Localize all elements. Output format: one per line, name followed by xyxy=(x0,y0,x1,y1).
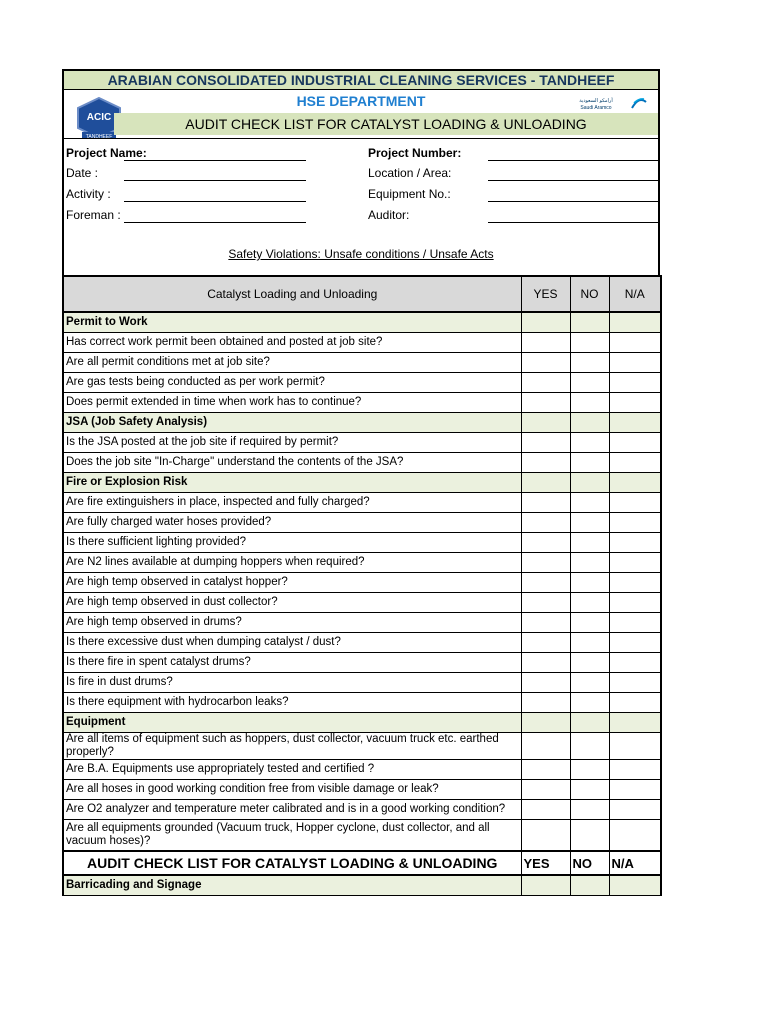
project-name-field[interactable] xyxy=(124,160,306,161)
date-field[interactable] xyxy=(124,180,306,181)
location-field[interactable] xyxy=(488,180,660,181)
question-row xyxy=(63,553,661,573)
section-row xyxy=(63,473,661,493)
na-cell[interactable] xyxy=(609,353,661,373)
question-text: Are N2 lines available at dumping hoppers when required? xyxy=(63,553,521,573)
date-label: Date : xyxy=(66,166,99,180)
yes-cell[interactable] xyxy=(521,312,570,333)
yes-cell[interactable] xyxy=(521,533,570,553)
na-cell[interactable] xyxy=(609,373,661,393)
yes-cell[interactable] xyxy=(521,713,570,733)
question-row xyxy=(63,673,661,693)
yes-cell[interactable] xyxy=(521,875,570,896)
yes-cell[interactable] xyxy=(521,760,570,780)
section-title: Fire or Explosion Risk xyxy=(63,473,521,493)
section-title: Permit to Work xyxy=(63,312,521,333)
yes-cell[interactable] xyxy=(521,633,570,653)
question-row xyxy=(63,693,661,713)
question-row xyxy=(63,613,661,633)
question-text: Is there excessive dust when dumping catalyst / dust? xyxy=(63,633,521,653)
yes-cell[interactable] xyxy=(521,453,570,473)
no-cell[interactable] xyxy=(570,713,609,733)
logo-text: ACIC xyxy=(86,112,112,123)
yes-cell[interactable] xyxy=(521,780,570,800)
question-text: Are all items of equipment such as hoppers, dust collector, vacuum truck etc. earthed properly? xyxy=(63,733,521,760)
yes-cell[interactable] xyxy=(521,693,570,713)
no-cell[interactable] xyxy=(570,453,609,473)
question-text: Are all permit conditions met at job site? xyxy=(63,353,521,373)
yes-cell[interactable] xyxy=(521,513,570,533)
yes-cell[interactable] xyxy=(521,393,570,413)
na-cell[interactable] xyxy=(609,780,661,800)
no-cell[interactable] xyxy=(570,633,609,653)
safety-violations-block xyxy=(62,233,660,275)
yes-cell[interactable] xyxy=(521,553,570,573)
repeat-na-header: N/A xyxy=(609,851,661,875)
no-cell[interactable] xyxy=(570,653,609,673)
no-cell[interactable] xyxy=(570,473,609,493)
repeat-no-header: NO xyxy=(570,851,609,875)
activity-label: Activity : xyxy=(66,187,111,201)
question-row xyxy=(63,760,661,780)
na-cell[interactable] xyxy=(609,733,661,760)
logo-sub-text: TANDHEEF xyxy=(85,134,113,140)
table-header-row xyxy=(63,276,661,312)
yes-cell[interactable] xyxy=(521,493,570,513)
question-row xyxy=(63,800,661,820)
question-text: Are high temp observed in drums? xyxy=(63,613,521,633)
na-cell[interactable] xyxy=(609,693,661,713)
question-row xyxy=(63,733,661,760)
checklist-table xyxy=(62,275,662,896)
na-column-header: N/A xyxy=(609,276,661,312)
yes-cell[interactable] xyxy=(521,613,570,633)
no-cell[interactable] xyxy=(570,613,609,633)
na-cell[interactable] xyxy=(609,513,661,533)
no-cell[interactable] xyxy=(570,800,609,820)
question-row xyxy=(63,533,661,553)
question-text: Has correct work permit been obtained and posted at job site? xyxy=(63,333,521,353)
yes-cell[interactable] xyxy=(521,653,570,673)
saudi-aramco-logo xyxy=(564,94,650,112)
section-title: Barricading and Signage xyxy=(63,875,521,896)
question-text: Does permit extended in time when work has to continue? xyxy=(63,393,521,413)
repeat-header-row xyxy=(63,851,661,875)
question-row xyxy=(63,513,661,533)
na-cell[interactable] xyxy=(609,493,661,513)
question-text: Is fire in dust drums? xyxy=(63,673,521,693)
yes-cell[interactable] xyxy=(521,333,570,353)
question-row xyxy=(63,593,661,613)
section-row xyxy=(63,413,661,433)
no-cell[interactable] xyxy=(570,312,609,333)
foreman-field[interactable] xyxy=(124,222,306,223)
question-row xyxy=(63,653,661,673)
na-cell[interactable] xyxy=(609,653,661,673)
na-cell[interactable] xyxy=(609,473,661,493)
svg-text:أرامكو السعودية: أرامكو السعودية xyxy=(579,98,613,104)
auditor-label: Auditor: xyxy=(368,208,410,222)
na-cell[interactable] xyxy=(609,333,661,353)
svg-text:Saudi Aramco: Saudi Aramco xyxy=(580,105,612,111)
repeat-yes-header: YES xyxy=(521,851,570,875)
activity-field[interactable] xyxy=(124,201,306,202)
na-cell[interactable] xyxy=(609,533,661,553)
question-row xyxy=(63,633,661,653)
no-cell[interactable] xyxy=(570,673,609,693)
question-text: Are gas tests being conducted as per work permit? xyxy=(63,373,521,393)
no-cell[interactable] xyxy=(570,373,609,393)
question-row xyxy=(63,393,661,413)
checklist-title: AUDIT CHECK LIST FOR CATALYST LOADING & UNLOADING xyxy=(114,113,658,135)
yes-cell[interactable] xyxy=(521,373,570,393)
no-cell[interactable] xyxy=(570,333,609,353)
no-cell[interactable] xyxy=(570,875,609,896)
question-row xyxy=(63,333,661,353)
no-cell[interactable] xyxy=(570,393,609,413)
auditor-field[interactable] xyxy=(488,222,660,223)
question-text: Are high temp observed in catalyst hopper? xyxy=(63,573,521,593)
na-cell[interactable] xyxy=(609,453,661,473)
yes-cell[interactable] xyxy=(521,820,570,852)
question-row xyxy=(63,573,661,593)
no-cell[interactable] xyxy=(570,553,609,573)
na-cell[interactable] xyxy=(609,593,661,613)
company-banner: ARABIAN CONSOLIDATED INDUSTRIAL CLEANING SERVICES - TANDHEEF xyxy=(62,69,660,90)
no-cell[interactable] xyxy=(570,353,609,373)
equipment-no-field[interactable] xyxy=(488,201,660,202)
no-cell[interactable] xyxy=(570,493,609,513)
question-text: Is there sufficient lighting provided? xyxy=(63,533,521,553)
project-number-label: Project Number: xyxy=(368,146,462,160)
na-cell[interactable] xyxy=(609,312,661,333)
no-cell[interactable] xyxy=(570,733,609,760)
na-cell[interactable] xyxy=(609,413,661,433)
na-cell[interactable] xyxy=(609,760,661,780)
project-info-block xyxy=(62,138,660,233)
location-label: Location / Area: xyxy=(368,166,452,180)
header-block xyxy=(62,90,660,138)
question-row xyxy=(63,433,661,453)
question-text: Are high temp observed in dust collector? xyxy=(63,593,521,613)
table-header-title: Catalyst Loading and Unloading xyxy=(63,276,521,312)
section-title: Equipment xyxy=(63,713,521,733)
question-row xyxy=(63,493,661,513)
repeat-header-title: AUDIT CHECK LIST FOR CATALYST LOADING & UNLOADING xyxy=(63,851,521,875)
yes-column-header: YES xyxy=(521,276,570,312)
na-cell[interactable] xyxy=(609,553,661,573)
question-row xyxy=(63,780,661,800)
yes-cell[interactable] xyxy=(521,433,570,453)
question-row xyxy=(63,353,661,373)
question-text: Are fully charged water hoses provided? xyxy=(63,513,521,533)
section-row xyxy=(63,312,661,333)
question-text: Is the JSA posted at the job site if required by permit? xyxy=(63,433,521,453)
na-cell[interactable] xyxy=(609,673,661,693)
no-cell[interactable] xyxy=(570,513,609,533)
no-cell[interactable] xyxy=(570,433,609,453)
yes-cell[interactable] xyxy=(521,733,570,760)
na-cell[interactable] xyxy=(609,633,661,653)
project-number-field[interactable] xyxy=(488,160,660,161)
no-column-header: NO xyxy=(570,276,609,312)
na-cell[interactable] xyxy=(609,613,661,633)
question-text: Are O2 analyzer and temperature meter calibrated and is in a good working condition? xyxy=(63,800,521,820)
yes-cell[interactable] xyxy=(521,573,570,593)
no-cell[interactable] xyxy=(570,780,609,800)
project-name-label: Project Name: xyxy=(66,146,147,160)
question-row xyxy=(63,373,661,393)
no-cell[interactable] xyxy=(570,693,609,713)
audit-checklist-sheet xyxy=(62,69,660,896)
question-text: Are fire extinguishers in place, inspected and fully charged? xyxy=(63,493,521,513)
yes-cell[interactable] xyxy=(521,800,570,820)
na-cell[interactable] xyxy=(609,433,661,453)
section-row xyxy=(63,713,661,733)
yes-cell[interactable] xyxy=(521,353,570,373)
section-row xyxy=(63,875,661,896)
question-row xyxy=(63,453,661,473)
equipment-no-label: Equipment No.: xyxy=(368,187,451,201)
yes-cell[interactable] xyxy=(521,413,570,433)
na-cell[interactable] xyxy=(609,393,661,413)
question-text: Are all equipments grounded (Vacuum truck, Hopper cyclone, dust collector, and all vacuum hoses)? xyxy=(63,820,521,852)
foreman-label: Foreman : xyxy=(66,208,121,222)
na-cell[interactable] xyxy=(609,820,661,852)
na-cell[interactable] xyxy=(609,573,661,593)
no-cell[interactable] xyxy=(570,760,609,780)
question-text: Are B.A. Equipments use appropriately tested and certified ? xyxy=(63,760,521,780)
no-cell[interactable] xyxy=(570,820,609,852)
no-cell[interactable] xyxy=(570,573,609,593)
no-cell[interactable] xyxy=(570,533,609,553)
section-title: JSA (Job Safety Analysis) xyxy=(63,413,521,433)
question-text: Is there fire in spent catalyst drums? xyxy=(63,653,521,673)
safety-violations-text: Safety Violations: Unsafe conditions / Unsafe Acts xyxy=(228,247,494,261)
yes-cell[interactable] xyxy=(521,673,570,693)
na-cell[interactable] xyxy=(609,875,661,896)
question-text: Is there equipment with hydrocarbon leaks? xyxy=(63,693,521,713)
na-cell[interactable] xyxy=(609,800,661,820)
question-text: Are all hoses in good working condition free from visible damage or leak? xyxy=(63,780,521,800)
question-text: Does the job site "In-Charge" understand the contents of the JSA? xyxy=(63,453,521,473)
na-cell[interactable] xyxy=(609,713,661,733)
yes-cell[interactable] xyxy=(521,473,570,493)
yes-cell[interactable] xyxy=(521,593,570,613)
no-cell[interactable] xyxy=(570,593,609,613)
no-cell[interactable] xyxy=(570,413,609,433)
question-row xyxy=(63,820,661,852)
department-title: HSE DEPARTMENT xyxy=(296,93,426,109)
